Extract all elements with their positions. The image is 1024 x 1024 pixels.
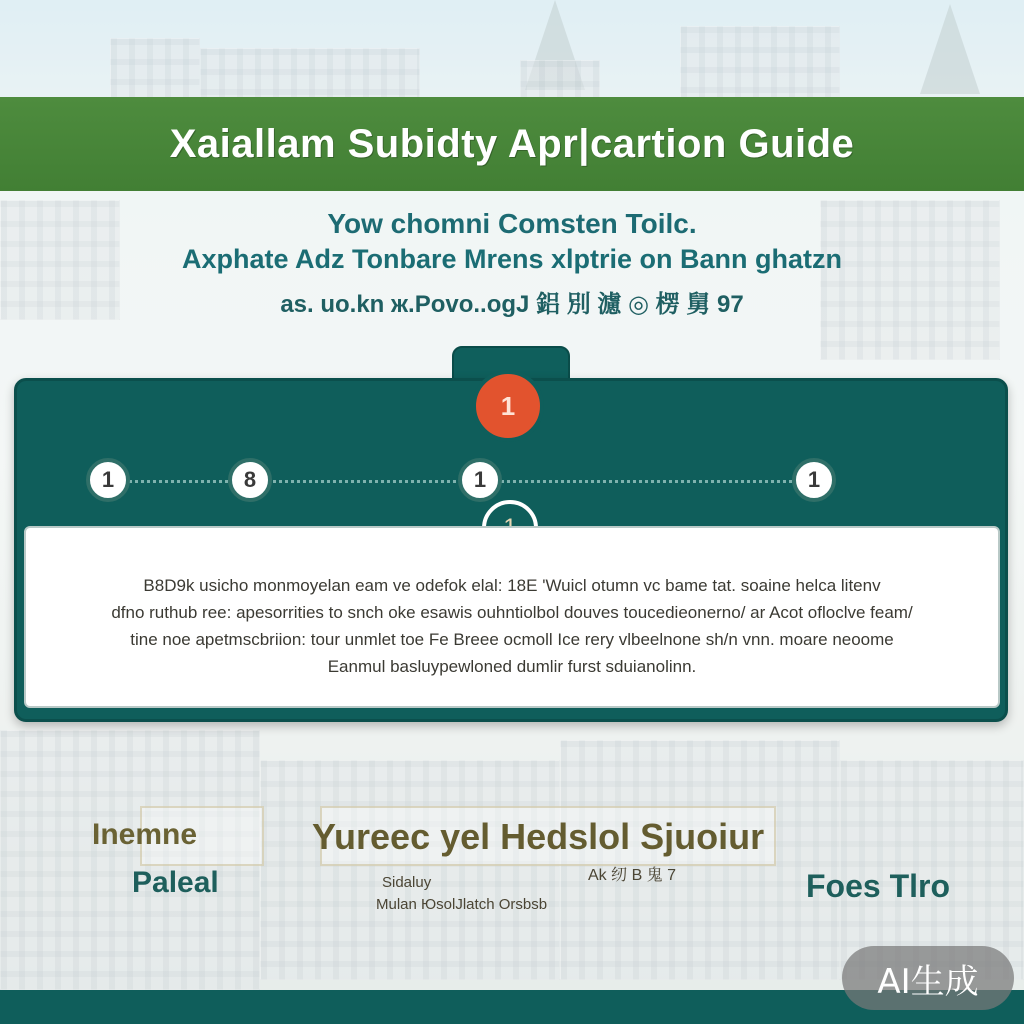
description-line: tine noe apetmscbriion: tour unmlet toe Fe Breee ocmoll Ice rery vlbeelnone sh/n vnn. moare neoome	[130, 630, 894, 649]
bottom-sub-mid-2: Mulan ЮsolJlatch Orsbsb	[376, 896, 548, 913]
bottom-heading-mid: Yureec yel Hedslol Sjuoiur	[312, 816, 765, 857]
bottom-code-mid: Ak 纫 B 鬼 7	[588, 867, 677, 884]
ai-generated-badge: AI生成	[842, 946, 1014, 1010]
step-marker-1[interactable]	[86, 458, 130, 502]
step-marker-label: 1	[807, 467, 821, 492]
page-title: Xaiallam Subidty Apr|cartion Guide	[169, 121, 855, 166]
step-marker-3[interactable]	[458, 458, 502, 502]
step-marker-2[interactable]	[228, 458, 272, 502]
bottom-sub-mid-1: Sidaluy	[382, 874, 432, 891]
description-line: dfno ruthub ree: apesorrities to snch oke esawis ouhntiolbol douves toucedieonerno/ ar Acot ofloclve feam/	[111, 603, 913, 622]
active-step-label: 1	[500, 390, 516, 421]
step-marker-label: 1	[101, 467, 115, 492]
step-marker-label: 1	[473, 467, 487, 492]
bottom-label-left-1: Inemne	[92, 818, 198, 851]
subtitle-line-2: Axphate Adz Tonbare Mrens xlptrie on Bann ghatzn	[181, 244, 843, 274]
step-marker-4[interactable]	[792, 458, 836, 502]
step-description-panel	[24, 526, 1000, 708]
title-band	[0, 97, 1024, 191]
bottom-label-right: Foes Tlro	[806, 868, 951, 904]
active-step-marker[interactable]	[472, 370, 544, 442]
subtitle-line-3: as. uo.kn ж.Povo..ogJ 鋁 別 濾 ◎ 楞 舅 97	[280, 291, 744, 318]
bottom-label-left-2: Paleal	[132, 866, 219, 899]
description-line: Eanmul basluypewloned dumlir furst sduianolinn.	[327, 657, 697, 676]
step-marker-label: 8	[243, 467, 257, 492]
subtitle-line-1: Yow chomni Comsten Toilc.	[327, 208, 697, 239]
description-line: B8D9k usicho monmoyelan eam ve odefok elal: 18E 'Wuicl otumn vc bame tat. soaine helca litenv	[143, 576, 881, 595]
